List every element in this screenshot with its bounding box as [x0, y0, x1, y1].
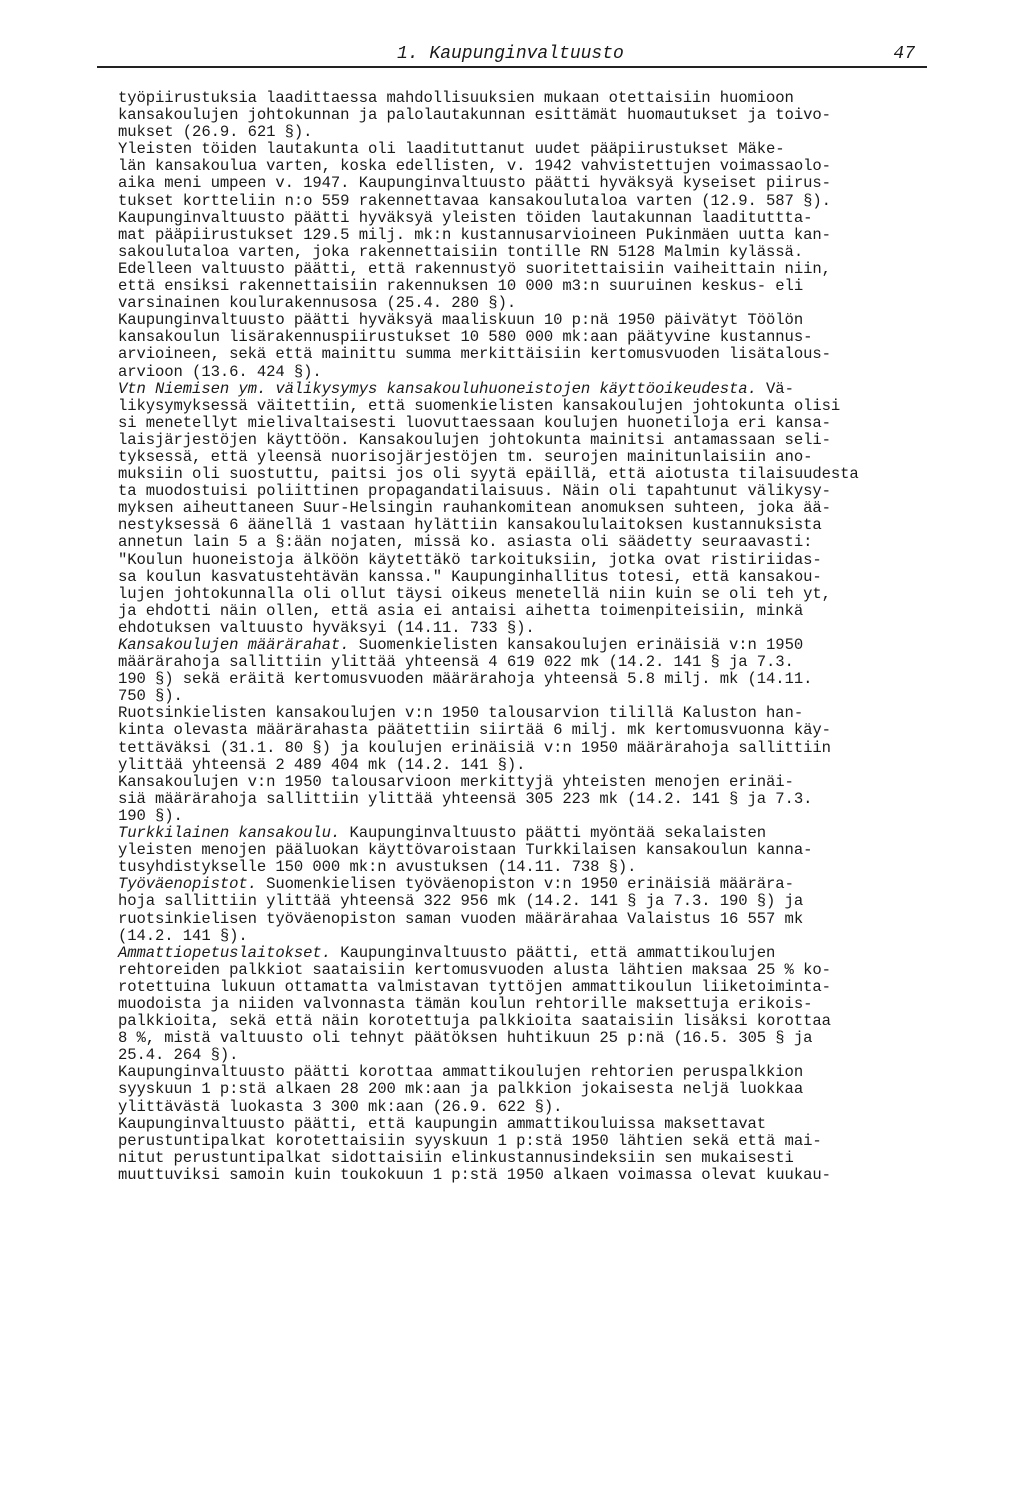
paragraph-4: Kaupunginvaltuusto päätti hyväksyä maaliskuun 10 p:nä 1950 päivätyt Töölön kansakoulun lisärakennuspiirustukset 10 580 000 mk:aan päätyvine kustannus- arvioineen, sekä että mainittu summa merkittäisiin kertomusvuoden lisätalous- arvioon (13.6. 424 §). — [118, 311, 831, 381]
body-text — [118, 90, 968, 1184]
page-number: 47 — [893, 44, 915, 64]
paragraph-5: Vtn Niemisen ym. välikysymys kansakouluhuoneistojen käyttöoikeudesta. Vä- likysymyksessä väitettiin, että suomenkielisten kansakoulujen johtokunta olisi si menetellyt mielivaltaisesti luovuttaessaan koulujen huonetiloja eri kansa- laisjärjestöjen käyttöön. Kansakoulujen johtokunta mainitsi antamassaan seli- tyksessä, että yleensä nuorisojärjestöjen tm. seurojen mainitunlaisiin ano- muksiin oli suostuttu, paitsi jos oli syytä epäillä, että aiotusta tilaisuudesta ta muodostuisi poliittinen propagandatilaisuus. Näin oli tapahtunut välikysy- myksen aiheuttaneen Suur-Helsingin rauhankomitean anomuksen suhteen, joka ää- nestyksessä 6 äänellä 1 vastaan hylättiin kansakoululaitoksen kustannuksista annetun lain 5 a §:ään nojaten, missä ko. asiasta oli säädetty seuraavasti: "Koulun huoneistoja älköön käytettäkö tarkoituksiin, jotka ovat ristiriidas- sa koulun kasvatustehtävän kanssa." Kaupunginhallitus totesi, että kansakou- lujen johtokunnalla oli ollut täysi oikeus menetellä niin kuin se oli teh yt, ja ehdotti näin ollen, että asia ei antaisi aihetta toimenpiteisiin, minkä ehdotuksen valtuusto hyväksyi (14.11. 733 §). — [118, 379, 859, 637]
running-title: 1. Kaupunginvaltuusto — [397, 44, 624, 64]
paragraph-7: Ruotsinkielisten kansakoulujen v:n 1950 talousarvion tilillä Kaluston han- kinta olevasta määrärahasta päätettiin siirtää 6 milj. mk kertomusvuonna käy- tettäväksi (31.1. 80 §) ja koulujen erinäisiä v:n 1950 määrärahoja sallittiin ylittää yhteensä 2 489 404 mk (14.2. 141 §). — [118, 704, 831, 774]
section-heading: Työväenopistot. — [118, 875, 257, 894]
paragraph-13: Kaupunginvaltuusto päätti, että kaupungin ammattikouluissa maksettavat perustuntipalkat korotettaisiin syyskuun 1 p:stä 1950 lähtien sekä että mai- nitut perustuntipalkat sidottaisiin elinkustannusindeksiin sen mukaisesti muuttuviksi samoin kuin toukokuun 1 p:stä 1950 alkaen voimassa olevat kuukau- — [118, 1114, 831, 1184]
paragraph-8: Kansakoulujen v:n 1950 talousarvioon merkittyjä yhteisten menojen erinäi- siä määrärahoja sallittiin ylittää yhteensä 305 223 mk (14.2. 141 § ja 7.3. 190 §). — [118, 772, 813, 825]
paragraph-3: Kaupunginvaltuusto päätti hyväksyä yleisten töiden lautakunnan laadituttta- mat pääpiirustukset 129.5 milj. mk:n kustannusarvioineen Pukinmäen uutta kan- sakoulutaloa varten, joka rakennettaisiin tontille RN 5128 Malmin kylässä. Edelleen valtuusto päätti, että rakennustyö suoritettaisiin vaiheittain niin, että ensiksi rakennettaisiin rakennuksen 10 000 m3:n suuruinen keskus- eli varsinainen koulurakennusosa (25.4. 280 §). — [118, 208, 831, 313]
paragraph-9: Turkkilainen kansakoulu. Kaupunginvaltuusto päätti myöntää sekalaisten yleisten menojen pääluokan käyttövaroistaan Turkkilaisen kansakoulun kanna- tusyhdistykselle 150 000 mk:n avustuksen (14.11. 738 §). — [118, 824, 813, 877]
paragraph-10: Työväenopistot. Suomenkielisen työväenopiston v:n 1950 erinäisiä määrära- hoja sallittiin ylittää yhteensä 322 956 mk (14.2. 141 § ja 7.3. 190 §) ja ruotsinkielisen työväenopiston saman vuoden määrärahaa Valaistus 16 557 mk (14.2. 141 §). — [118, 875, 804, 945]
page-header — [97, 44, 927, 68]
paragraph-11: Ammattiopetuslaitokset. Kaupunginvaltuusto päätti, että ammattikoulujen rehtoreiden palkkiot saataisiin kertomusvuoden alusta lähtien maksaa 25 % ko- rotettuina lukuun ottamatta valmistavan tyttöjen ammattikoulun liiketoiminta- muodoista ja niiden valvonnasta tämän koulun rehtorille maksettuja erikois- palkkioita, sekä että näin korotettuja palkkioita saataisiin lisäksi korottaa 8 %, mistä valtuusto oli tehnyt päätöksen huhtikuun 25 p:nä (16.5. 305 § ja 25.4. 264 §). — [118, 943, 831, 1065]
section-heading: Turkkilainen kansakoulu. — [118, 824, 341, 843]
paragraph-2: Yleisten töiden lautakunta oli laadituttanut uudet pääpiirustukset Mäke- län kansakoulua varten, koska edellisten, v. 1942 vahvistettujen voimassaolo- aika meni umpeen v. 1947. Kaupunginvaltuusto päätti hyväksyä kyseiset piirus- tukset kortteliin n:o 559 rakennettavaa kansakoulutaloa varten (12.9. 587 §). — [118, 140, 831, 210]
section-heading: Kansakoulujen määrärahat. — [118, 636, 350, 654]
paragraph-6: Kansakoulujen määrärahat. Suomenkielisten kansakoulujen erinäisiä v:n 1950 määrärahoja sallittiin ylittää yhteensä 4 619 022 mk (14.2. 141 § ja 7.3. 190 §) sekä eräitä kertomusvuoden määrärahoja yhteensä 5.8 milj. mk (14.11. 750 §). — [118, 636, 813, 706]
section-heading: Vtn Niemisen ym. välikysymys kansakouluhuoneistojen käyttöoikeudesta. — [118, 379, 757, 398]
section-heading: Ammattiopetuslaitokset. — [118, 943, 331, 962]
paragraph-1: työpiirustuksia laadittaessa mahdollisuuksien mukaan otettaisiin huomioon kansakoulujen johtokunnan ja palolautakunnan esittämät huomautukset ja toivo- mukset (26.9. 621 §). — [118, 89, 831, 142]
paragraph-12: Kaupunginvaltuusto päätti korottaa ammattikoulujen rehtorien peruspalkkion syyskuun 1 p:stä alkaen 28 200 mk:aan ja palkkion jokaisesta neljä luokkaa ylittävästä luokasta 3 300 mk:aan (26.9. 622 §). — [118, 1063, 804, 1116]
